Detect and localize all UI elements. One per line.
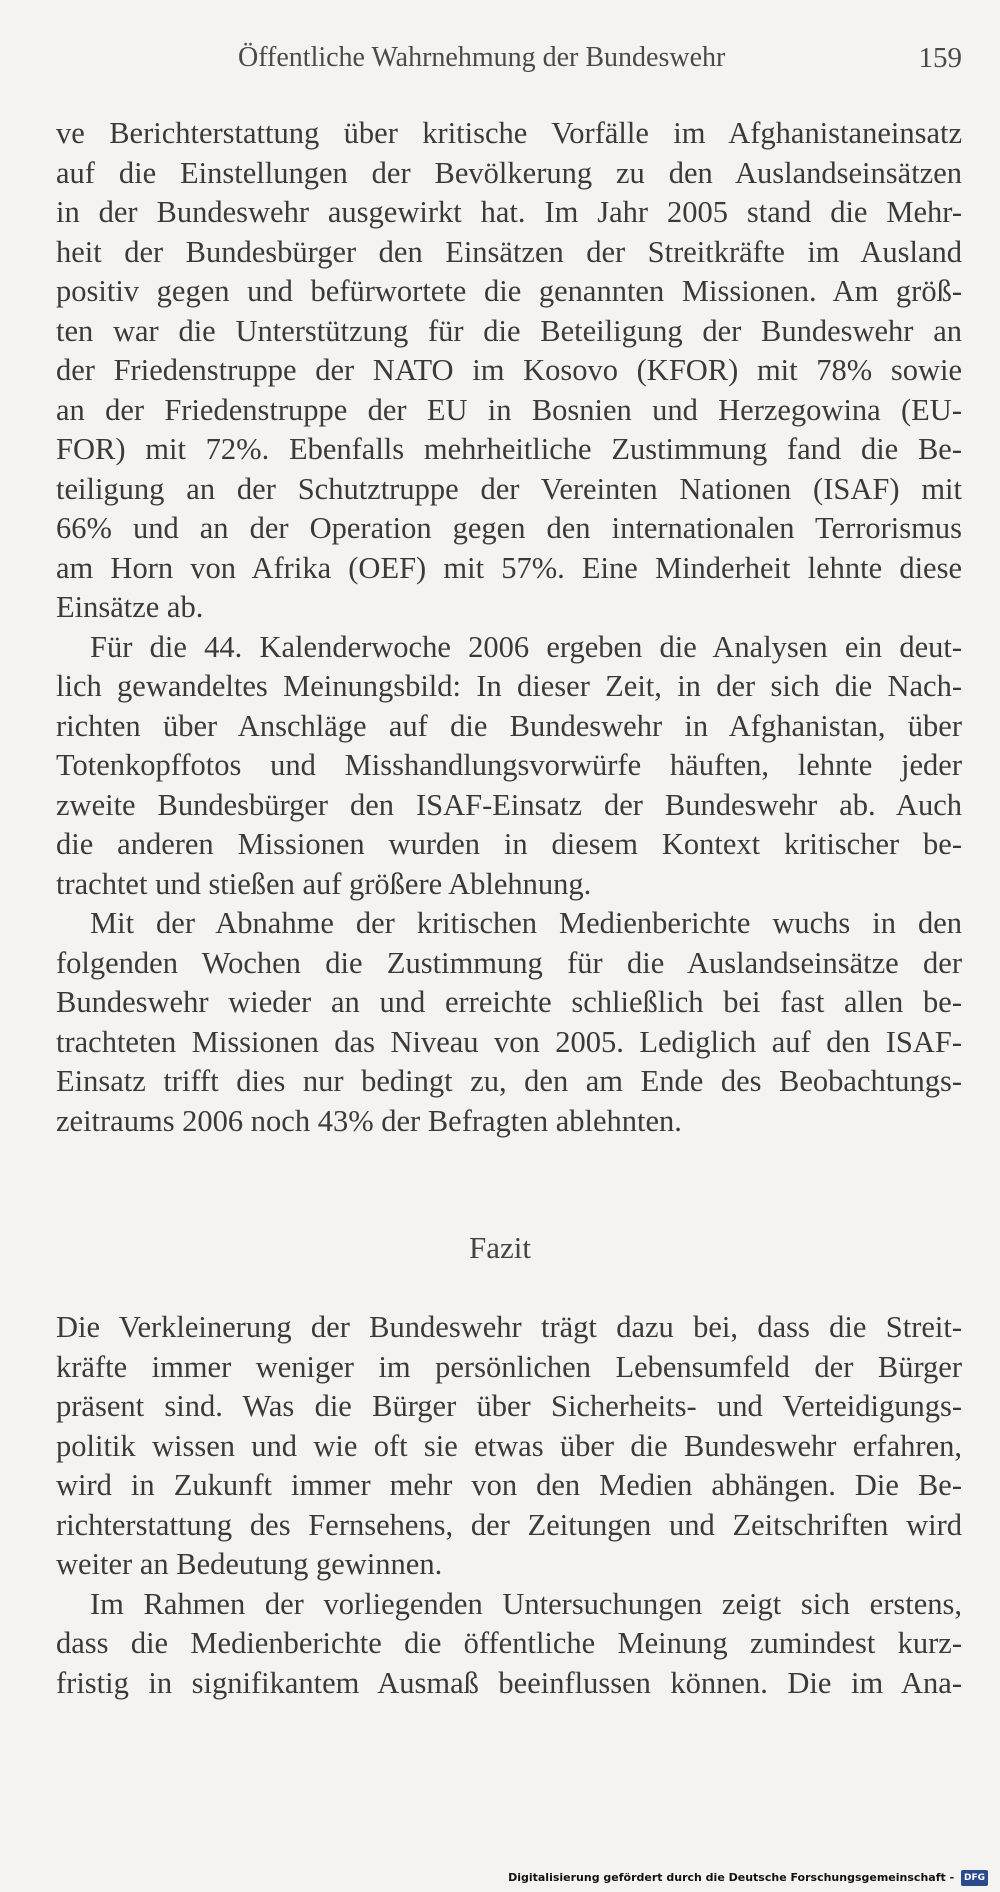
paragraph	[56, 1585, 962, 1704]
text-line: FOR) mit 72%. Ebenfalls mehrheitliche Zustimmung fand die Be-	[56, 432, 962, 466]
text-line: kräfte immer weniger im persönlichen Lebensumfeld der Bürger	[56, 1349, 962, 1384]
text-line: auf die Einstellungen der Bevölkerung zu den Auslandseinsätzen	[56, 155, 962, 190]
text-line: der Friedenstruppe der NATO im Kosovo (KFOR) mit 78% sowie	[56, 353, 962, 387]
text-line: die anderen Missionen wurden in diesem Kontext kritischer be-	[56, 827, 962, 861]
text-line: ve Berichterstattung über kritische Vorfälle im Afghanistaneinsatz	[56, 116, 962, 150]
text-line: zweite Bundesbürger den ISAF-Einsatz der Bundeswehr ab. Auch	[56, 787, 962, 822]
text-line: weiter an Bedeutung gewinnen.	[56, 1547, 443, 1581]
text-line: zeitraums 2006 noch 43% der Befragten ablehnten.	[56, 1103, 682, 1138]
paragraph	[56, 114, 962, 628]
text-line: 66% und an der Operation gegen den internationalen Terrorismus	[56, 511, 962, 545]
text-line: Totenkopffotos und Misshandlungsvorwürfe häuften, lehnte jeder	[56, 748, 962, 782]
text-line: wird in Zukunft immer mehr von den Medien abhängen. Die Be-	[56, 1468, 962, 1502]
text-line: heit der Bundesbürger den Einsätzen der Streitkräfte im Ausland	[56, 234, 962, 269]
text-line: Im Rahmen der vorliegenden Untersuchungen zeigt sich erstens,	[90, 1586, 962, 1621]
digitization-footer	[508, 1870, 988, 1886]
text-line: trachtet und stießen auf größere Ablehnung.	[56, 866, 592, 901]
text-line: fristig in signifikantem Ausmaß beeinflussen können. Die im Ana-	[56, 1665, 962, 1700]
dfg-logo: DFG	[961, 1870, 988, 1886]
text-line: Einsatz trifft dies nur bedingt zu, den am Ende des Beobachtungs-	[56, 1064, 962, 1098]
running-head	[56, 38, 962, 78]
section-heading: Fazit	[469, 1230, 531, 1265]
paragraph	[56, 1308, 962, 1585]
paragraph	[56, 904, 962, 1141]
text-line: präsent sind. Was die Bürger über Sicherheits- und Verteidigungs-	[56, 1389, 962, 1423]
paragraph	[56, 628, 962, 905]
text-line: Bundeswehr wieder an und erreichte schließlich bei fast allen be-	[56, 985, 962, 1019]
funding-note: Digitalisierung gefördert durch die Deutsche Forschungsgemeinschaft -	[508, 1871, 955, 1884]
text-line: an der Friedenstruppe der EU in Bosnien und Herzegowina (EU-	[56, 392, 962, 427]
text-line: folgenden Wochen die Zustimmung für die Auslandseinsätze der	[56, 945, 962, 980]
text-line: lich gewandeltes Meinungsbild: In dieser Zeit, in der sich die Nach-	[56, 669, 962, 703]
text-line: richten über Anschläge auf die Bundeswehr in Afghanistan, über	[56, 708, 962, 743]
text-line: Einsätze ab.	[56, 590, 204, 624]
text-line: richterstattung des Fernsehens, der Zeitungen und Zeitschriften wird	[56, 1507, 962, 1542]
text-line: positiv gegen und befürwortete die genannten Missionen. Am größ-	[56, 274, 962, 308]
text-line: am Horn von Afrika (OEF) mit 57%. Eine Minderheit lehnte diese	[56, 550, 962, 585]
running-title: Öffentliche Wahrnehmung der Bundeswehr	[238, 42, 726, 73]
body-text-section-1	[56, 114, 962, 1141]
page-number: 159	[918, 42, 962, 74]
text-line: trachteten Missionen das Niveau von 2005. Lediglich auf den ISAF-	[56, 1024, 962, 1059]
text-line: Für die 44. Kalenderwoche 2006 ergeben die Analysen ein deut-	[90, 629, 962, 664]
body-text-section-2	[56, 1308, 962, 1703]
text-line: teiligung an der Schutztruppe der Vereinten Nationen (ISAF) mit	[56, 471, 962, 506]
text-line: Mit der Abnahme der kritischen Medienberichte wuchs in den	[90, 906, 962, 940]
text-line: ten war die Unterstützung für die Beteiligung der Bundeswehr an	[56, 313, 962, 348]
text-line: politik wissen und wie oft sie etwas über die Bundeswehr erfahren,	[56, 1428, 962, 1463]
text-line: Die Verkleinerung der Bundeswehr trägt dazu bei, dass die Streit-	[56, 1310, 962, 1344]
text-line: dass die Medienberichte die öffentliche Meinung zumindest kurz-	[56, 1626, 962, 1660]
text-line: in der Bundeswehr ausgewirkt hat. Im Jahr 2005 stand die Mehr-	[56, 195, 962, 229]
